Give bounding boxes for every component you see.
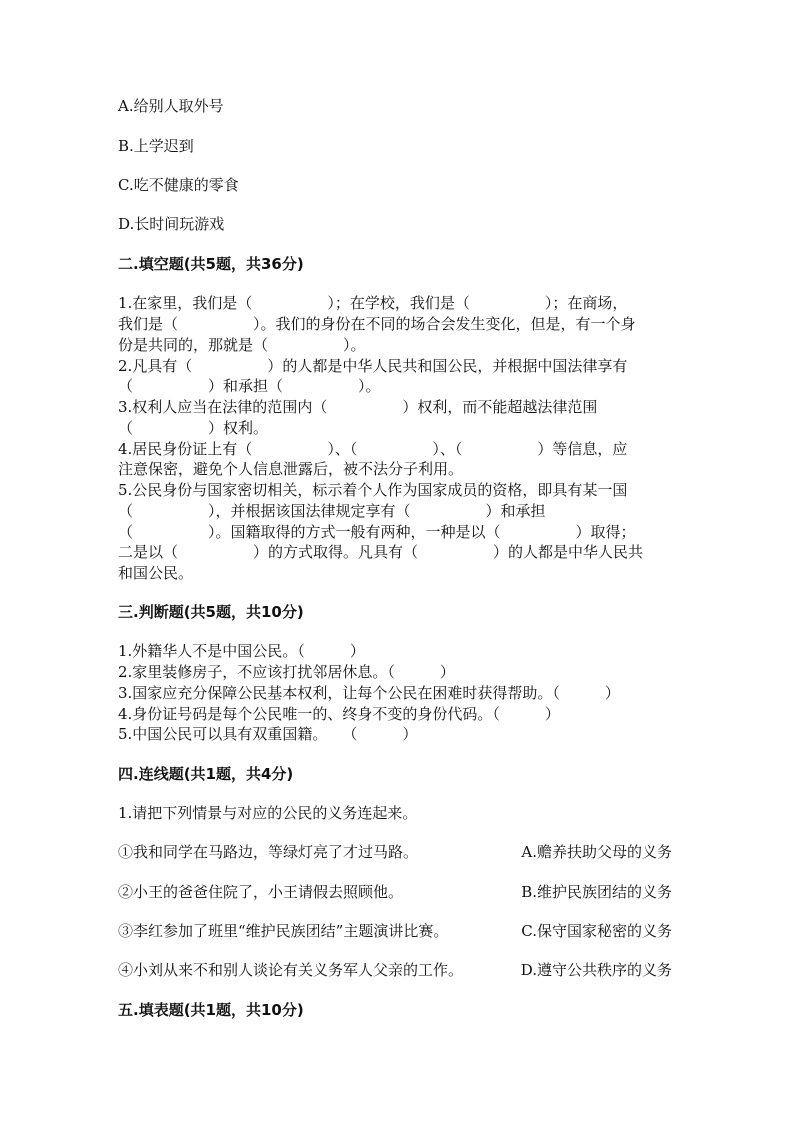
section-title-true-false: 三.判断题(共5题，共10分) bbox=[118, 603, 304, 621]
fill-line: （ ），并根据该国法律规定享有（ ）和承担 bbox=[118, 502, 546, 520]
fill-line: （ ）权利。 bbox=[118, 419, 269, 437]
fill-line: 份是共同的，那就是（ ）。 bbox=[118, 336, 366, 354]
fill-line: 3.权利人应当在法律的范围内（ ）权利，而不能超越法律范围 bbox=[118, 398, 598, 416]
matching-right-item: B.维护民族团结的义务 bbox=[521, 883, 672, 901]
tf-line: 1.外籍华人不是中国公民。（ ） bbox=[118, 642, 365, 660]
fill-line: 4.居民身份证上有（ ）、（ ）、（ ）等信息，应 bbox=[118, 440, 628, 458]
matching-right-item: A.赡养扶助父母的义务 bbox=[521, 843, 672, 861]
matching-left-item: ②小王的爸爸住院了，小王请假去照顾他。 bbox=[118, 883, 404, 901]
matching-right-item: C.保守国家秘密的义务 bbox=[521, 922, 672, 940]
fill-line: 2.凡具有（ ）的人都是中华人民共和国公民，并根据中国法律享有 bbox=[118, 357, 628, 375]
fill-line: （ ）和承担（ ）。 bbox=[118, 377, 381, 395]
matching-prompt: 1.请把下列情景与对应的公民的义务连起来。 bbox=[118, 804, 418, 822]
option-c: C.吃不健康的零食 bbox=[118, 176, 239, 194]
fill-line: 5.公民身份与国家密切相关，标示着个人作为国家成员的资格，即具有某一国 bbox=[118, 481, 628, 499]
fill-line: 注意保密，避免个人信息泄露后，被不法分子利用。 bbox=[118, 460, 464, 478]
tf-line: 5.中国公民可以具有双重国籍。 （ ） bbox=[118, 725, 418, 743]
tf-line: 2.家里装修房子，不应该打扰邻居休息。（ ） bbox=[118, 663, 455, 681]
option-a: A.给别人取外号 bbox=[118, 97, 224, 115]
option-d: D.长时间玩游戏 bbox=[118, 215, 225, 233]
tf-line: 4.身份证号码是每个公民唯一的、终身不变的身份代码。（ ） bbox=[118, 705, 560, 723]
fill-line: 和国公民。 bbox=[118, 564, 194, 582]
tf-line: 3.国家应充分保障公民基本权利，让每个公民在困难时获得帮助。（ ） bbox=[118, 684, 620, 702]
section-title-fill-blank: 二.填空题(共5题，共36分) bbox=[118, 255, 304, 273]
fill-line: 1.在家里，我们是（ ）；在学校，我们是（ ）；在商场， bbox=[118, 294, 628, 312]
fill-line: （ ）。国籍取得的方式一般有两种，一种是以（ ）取得； bbox=[118, 523, 636, 541]
section-title-matching: 四.连线题(共1题，共4分) bbox=[118, 765, 294, 783]
fill-line: 二是以（ ）的方式取得。凡具有（ ）的人都是中华人民共 bbox=[118, 543, 644, 561]
matching-left-item: ④小刘从来不和别人谈论有关义务军人父亲的工作。 bbox=[118, 961, 464, 979]
matching-right-item: D.遵守公共秩序的义务 bbox=[520, 961, 672, 979]
section-title-fill-table: 五.填表题(共1题，共10分) bbox=[118, 1001, 304, 1019]
fill-line: 我们是（ ）。我们的身份在不同的场合会发生变化，但是，有一个身 bbox=[118, 315, 636, 333]
option-b: B.上学迟到 bbox=[118, 137, 194, 155]
matching-left-item: ①我和同学在马路边，等绿灯亮了才过马路。 bbox=[118, 843, 419, 861]
matching-left-item: ③李红参加了班里“维护民族团结”主题演讲比赛。 bbox=[118, 922, 449, 940]
